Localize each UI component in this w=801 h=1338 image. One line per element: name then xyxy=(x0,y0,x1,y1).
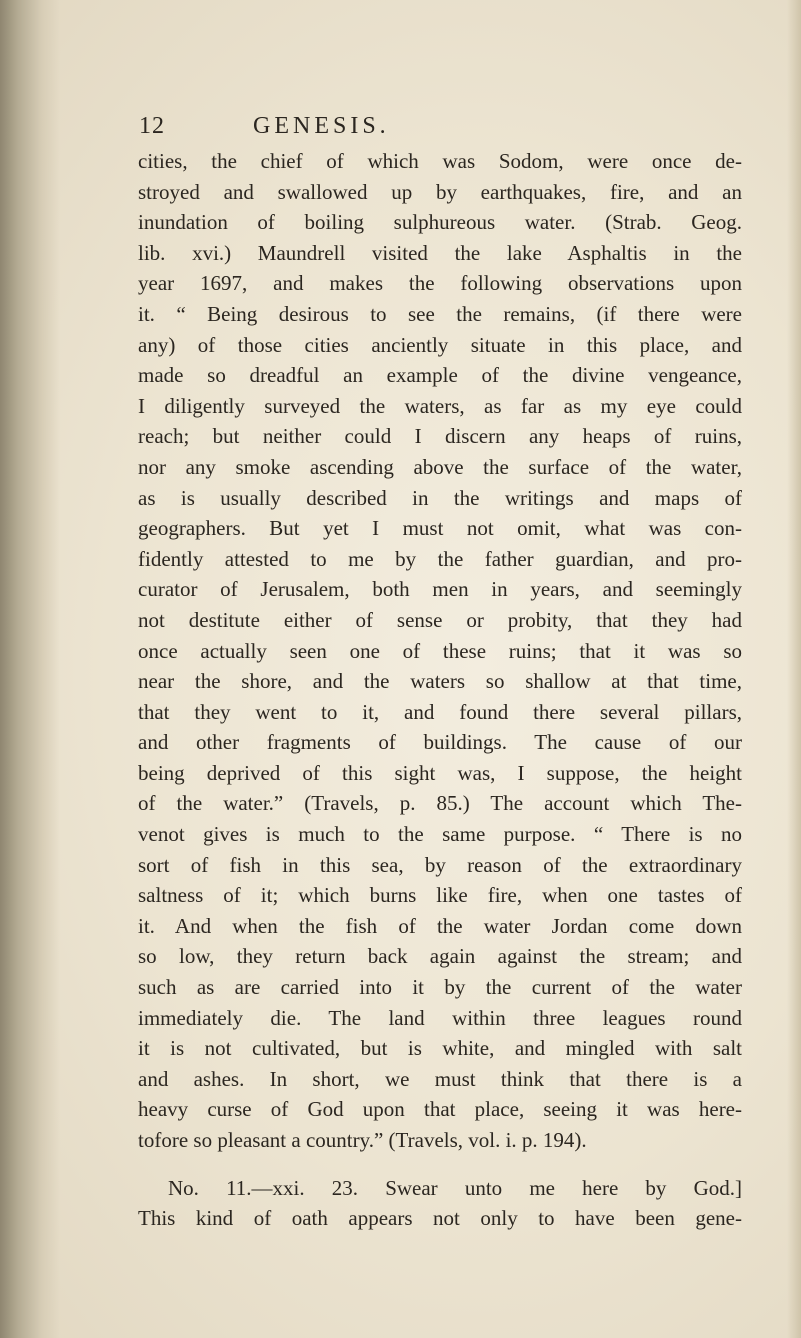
paragraph-gap xyxy=(138,1156,742,1173)
text-line: sort of fish in this sea, by reason of the extraordinary xyxy=(138,852,742,877)
text-line: reach; but neither could I discern any heaps of ruins, xyxy=(138,424,742,449)
entry-heading: No. 11.—xxi. 23. Swear unto me here by God.] xyxy=(168,1175,742,1200)
text-line: it. And when the fish of the water Jordan come down xyxy=(138,913,742,938)
text-line: any) of those cities anciently situate in this place, and xyxy=(138,332,742,357)
page-edge-shadow xyxy=(787,0,801,1338)
text-line: venot gives is much to the same purpose. “ There is no xyxy=(138,822,742,847)
text-line: stroyed and swallowed up by earthquakes, fire, and an xyxy=(138,179,742,204)
text-line: and ashes. In short, we must think that there is a xyxy=(138,1066,742,1091)
text-line: and other fragments of buildings. The cause of our xyxy=(138,730,742,755)
text-line: This kind of oath appears not only to have been gene- xyxy=(138,1206,742,1231)
text-line: year 1697, and makes the following observations upon xyxy=(138,271,742,296)
text-line: that they went to it, and found there several pillars, xyxy=(138,699,742,724)
text-line: inundation of boiling sulphureous water. (Strab. Geog. xyxy=(138,210,742,235)
page-header xyxy=(139,113,739,149)
text-line: being deprived of this sight was, I suppose, the height xyxy=(138,760,742,785)
text-line: it. “ Being desirous to see the remains, (if there were xyxy=(138,301,742,326)
text-line: lib. xvi.) Maundrell visited the lake Asphaltis in the xyxy=(138,240,742,265)
text-line: geographers. But yet I must not omit, what was con- xyxy=(138,516,742,541)
page-gutter-shadow xyxy=(0,0,60,1338)
text-line: I diligently surveyed the waters, as far as my eye could xyxy=(138,393,742,418)
text-line: once actually seen one of these ruins; that it was so xyxy=(138,638,742,663)
text-line: it is not cultivated, but is white, and mingled with salt xyxy=(138,1036,742,1061)
body-text xyxy=(138,146,742,1234)
page-number: 12 xyxy=(139,113,165,139)
text-line: heavy curse of God upon that place, seeing it was here- xyxy=(138,1097,742,1122)
text-line: such as are carried into it by the current of the water xyxy=(138,975,742,1000)
text-line: made so dreadful an example of the divine vengeance, xyxy=(138,363,742,388)
text-line: fidently attested to me by the father guardian, and pro- xyxy=(138,546,742,571)
text-line: so low, they return back again against the stream; and xyxy=(138,944,742,969)
text-line: not destitute either of sense or probity, that they had xyxy=(138,607,742,632)
text-line: immediately die. The land within three leagues round xyxy=(138,1005,742,1030)
text-line: cities, the chief of which was Sodom, were once de- xyxy=(138,149,742,173)
text-line: tofore so pleasant a country.” (Travels, vol. i. p. 194). xyxy=(138,1128,587,1152)
text-line: as is usually described in the writings and maps of xyxy=(138,485,742,510)
text-line: of the water.” (Travels, p. 85.) The account which The- xyxy=(138,791,742,816)
text-line: near the shore, and the waters so shallow at that time, xyxy=(138,669,742,694)
text-line: curator of Jerusalem, both men in years, and seemingly xyxy=(138,577,742,602)
running-head: GENESIS. xyxy=(253,113,390,139)
text-line: saltness of it; which burns like fire, when one tastes of xyxy=(138,883,742,908)
text-line: nor any smoke ascending above the surface of the water, xyxy=(138,454,742,479)
